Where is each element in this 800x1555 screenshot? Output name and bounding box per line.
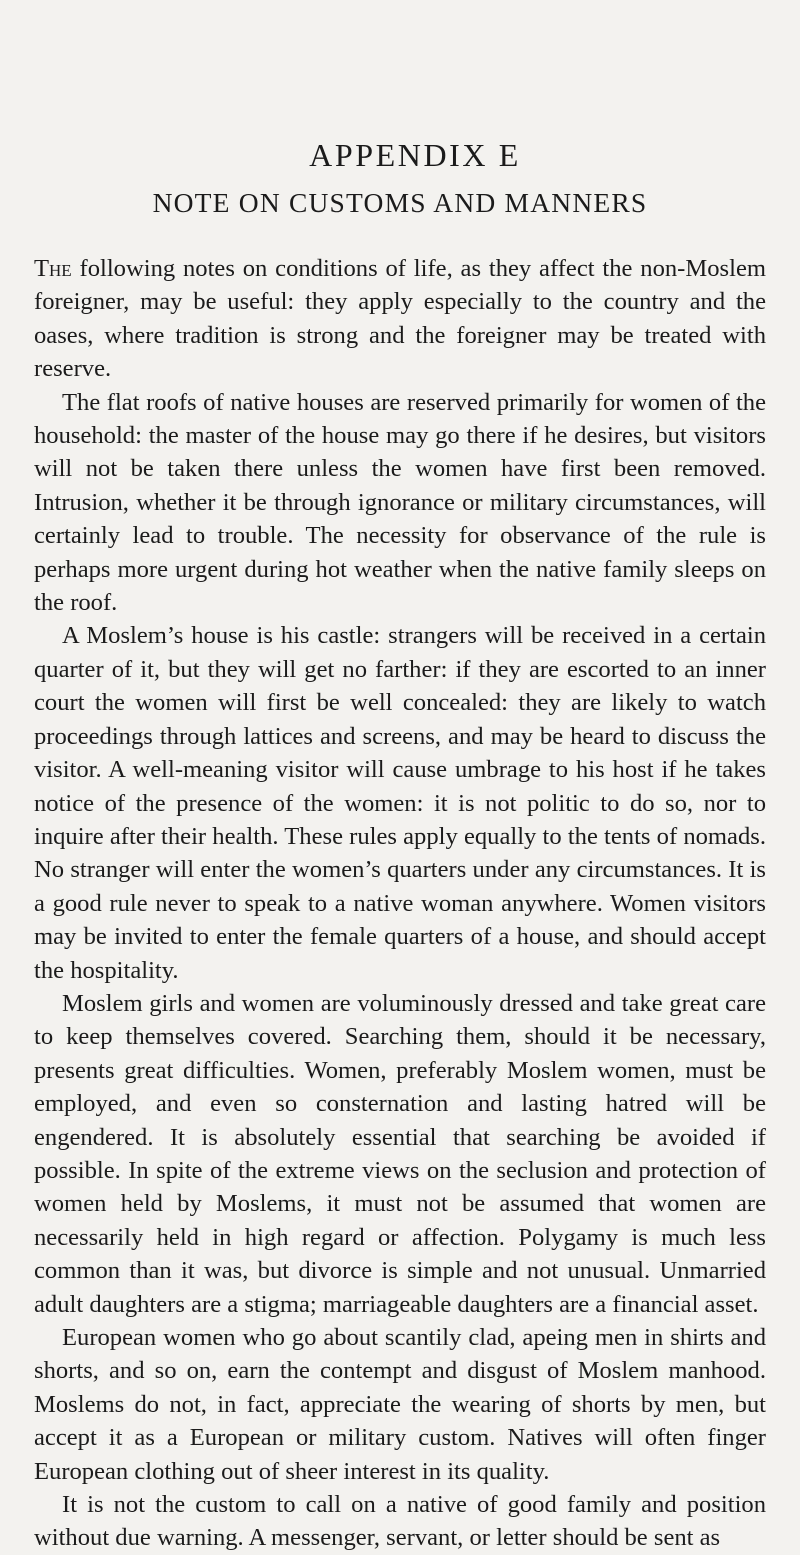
paragraph-1 <box>34 252 766 386</box>
paragraph-1-text: following notes on conditions of life, as they affect the non-Moslem foreigner, may be useful: they apply especially to the country and the oases, where tradition is strong and the foreigner may be treated with reserve. <box>34 255 766 383</box>
paragraph-2: The flat roofs of native houses are reserved primarily for women of the household: the master of the house may go there if he desires, but visitors will not be taken there unless the women have first been removed. Intrusion, whether it be through ignorance or military circumstances, will certainly lead to trouble. The necessity for observance of the rule is perhaps more urgent during hot weather when the native family sleeps on the roof. <box>34 388 766 617</box>
section-title: NOTE ON CUSTOMS AND MANNERS <box>152 187 648 218</box>
lead-word: The <box>34 255 72 282</box>
body-text <box>34 252 766 1555</box>
paragraph-5: European women who go about scantily clad, apeing men in shirts and shorts, and so on, earn the contempt and disgust of Moslem manhood. Moslems do not, in fact, appreciate the wearing of shorts by men, but accept it as a European or military custom. Natives will often finger European clothing out of sheer interest in its quality. <box>34 1324 766 1485</box>
paragraph-4: Moslem girls and women are voluminously dressed and take great care to keep themselves covered. Searching them, should it be necessary, presents great difficulties. Women, preferably Moslem women, must be employed, and even so consternation and lasting hatred will be engendered. It is absolutely essential that searching be avoided if possible. In spite of the extreme views on the seclusion and protection of women held by Moslems, it must not be assumed that women are necessarily held in high regard or affection. Polygamy is much less common than it was, but divorce is simple and not unusual. Unmarried adult daughters are a stigma; marriageable daughters are a financial asset. <box>34 989 766 1318</box>
paragraph-6: It is not the custom to call on a native of good family and position without due warning. A messenger, servant, or letter should be sent as <box>34 1491 766 1552</box>
paragraph-3: A Moslem’s house is his castle: strangers will be received in a certain quarter of it, but they will get no farther: if they are escorted to an inner court the women will first be well concealed: they are likely to watch proceedings through lattices and screens, and may be heard to discuss the visitor. A well-meaning visitor will cause umbrage to his host if he takes notice of the presence of the women: it is not politic to do so, nor to inquire after their health. These rules apply equally to the tents of nomads. No stranger will enter the women’s quarters under any circumstances. It is a good rule never to speak to a native woman anywhere. Women visitors may be invited to enter the female quarters of a house, and should accept the hospitality. <box>34 622 766 984</box>
appendix-heading: APPENDIX E <box>309 137 521 173</box>
